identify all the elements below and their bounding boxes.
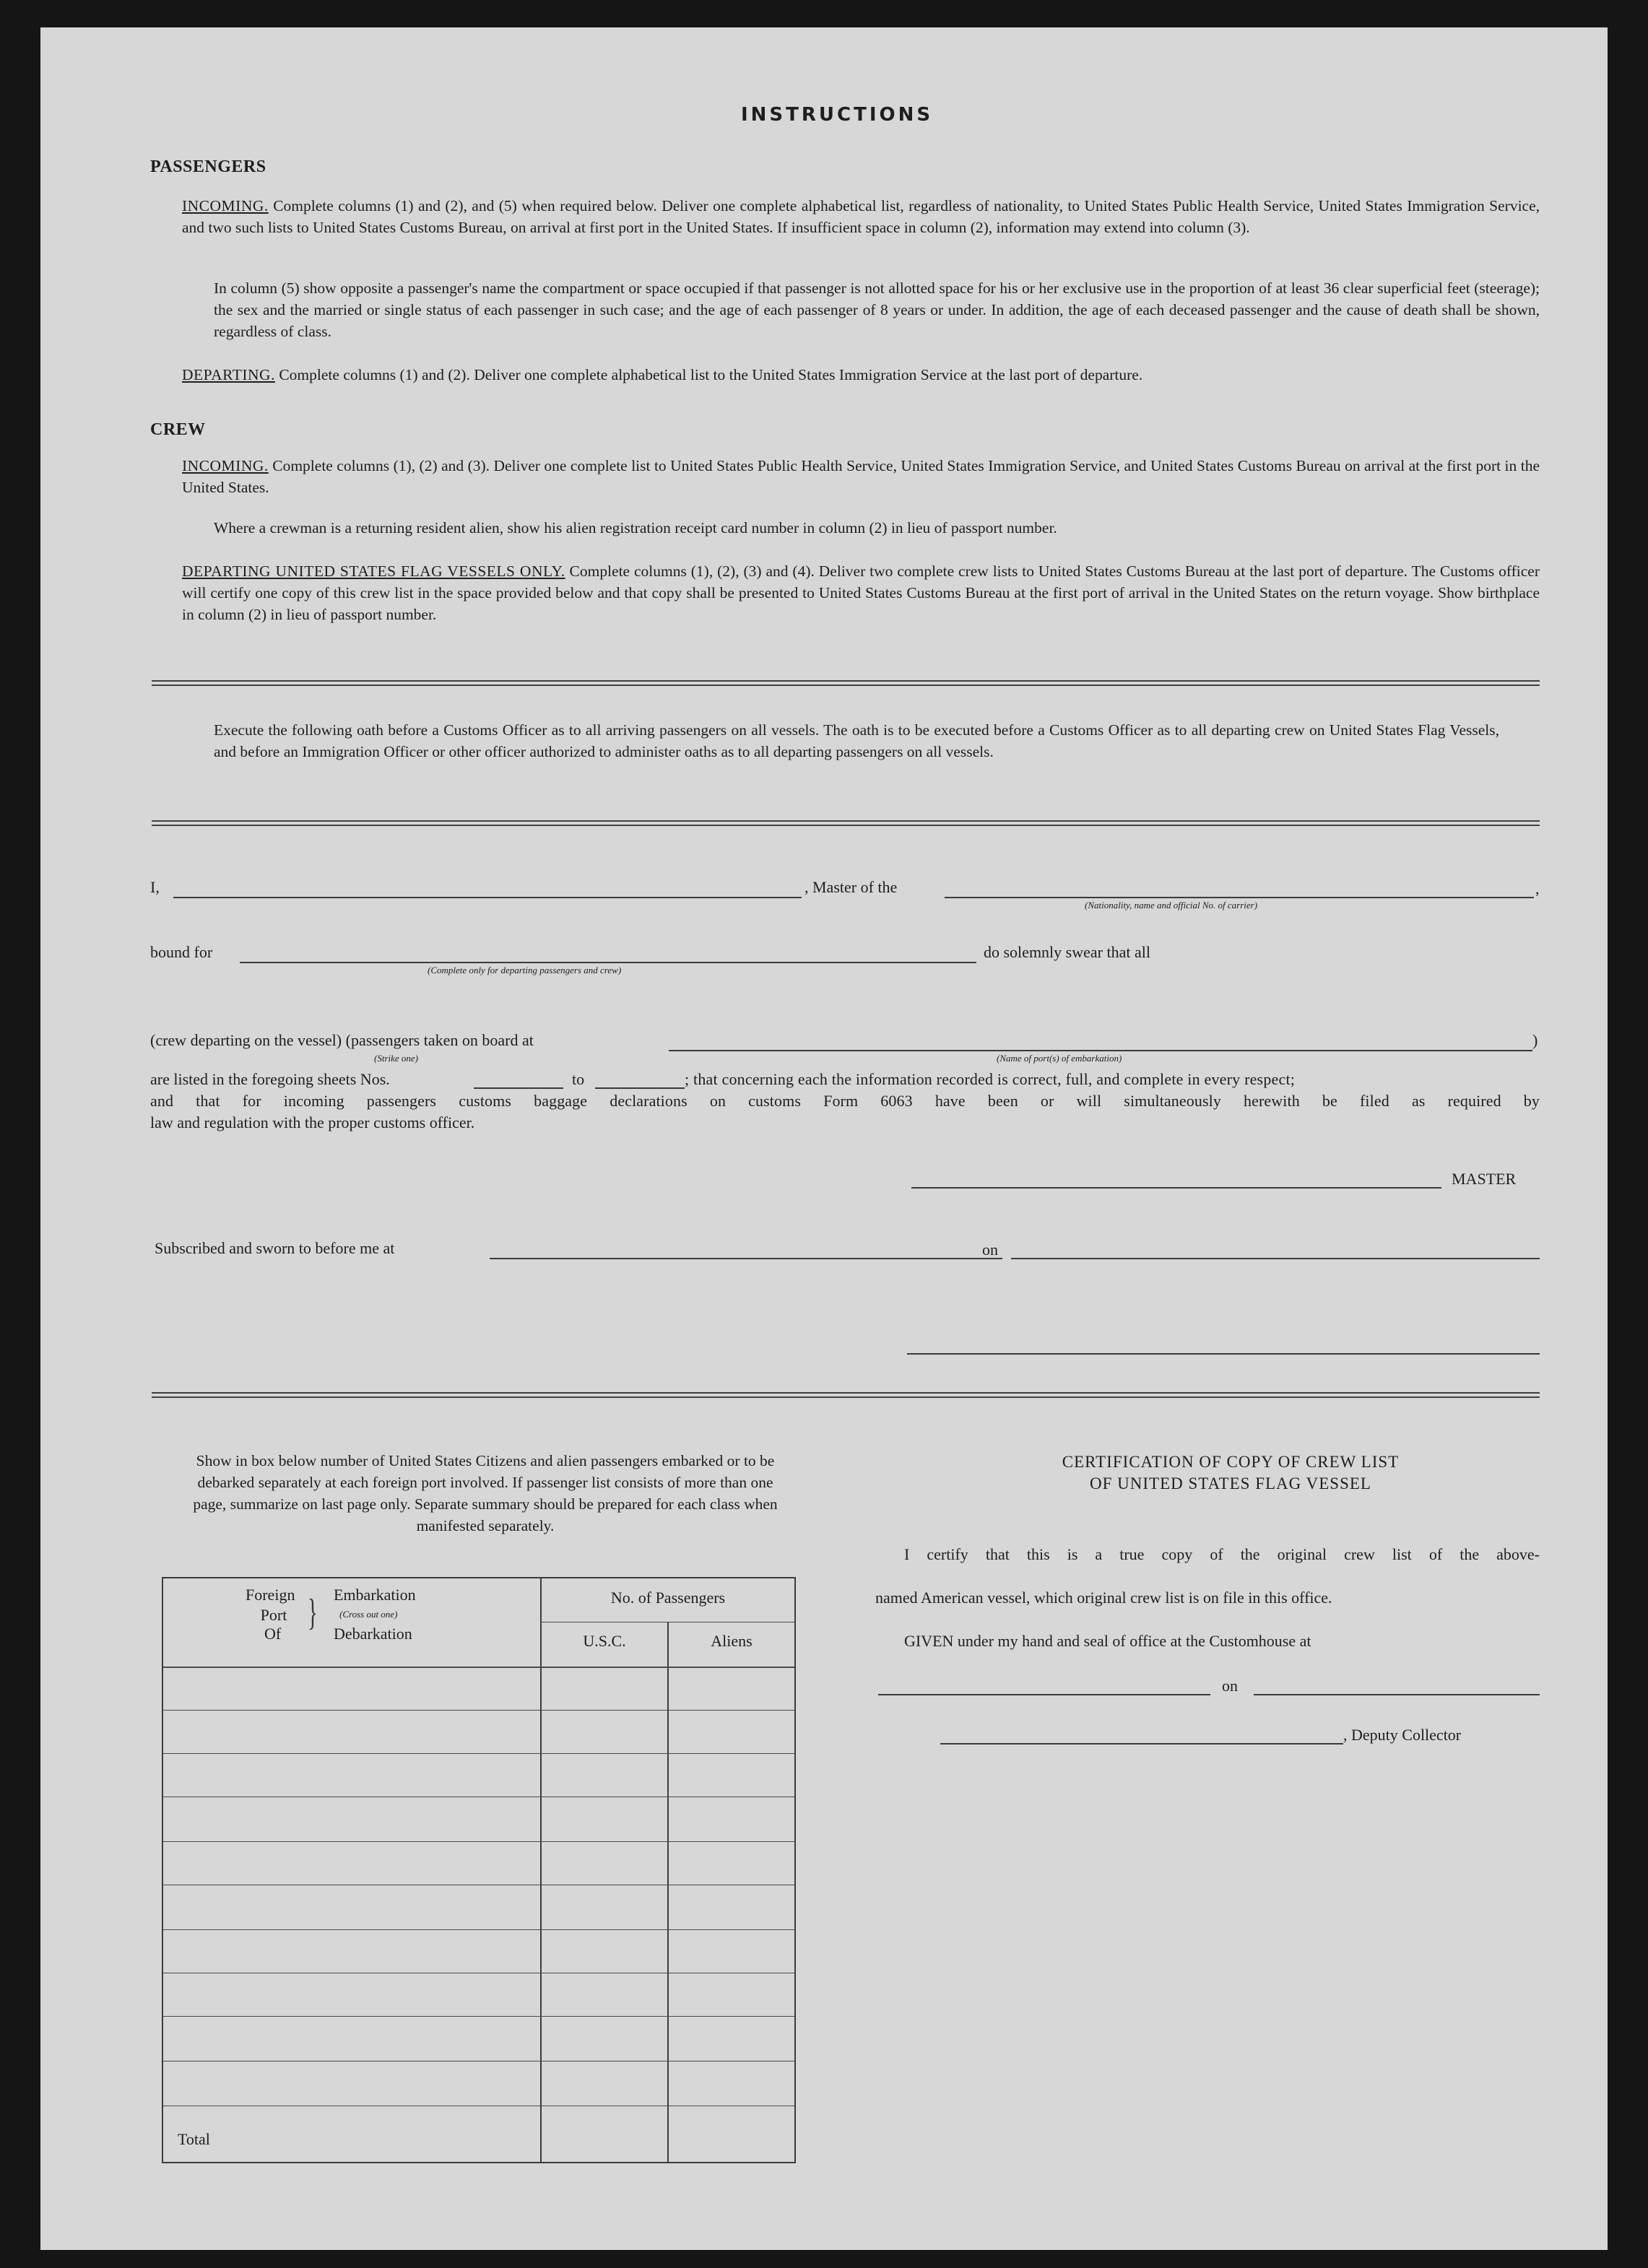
sworn-on-label: on bbox=[982, 1241, 998, 1259]
strike-one-hint: (Strike one) bbox=[374, 1053, 419, 1064]
crew-resident-paragraph: Where a crewman is a returning resident alien, show his alien registration receipt card number in column (2) in lieu of passport number. bbox=[214, 519, 1057, 536]
passengers-incoming-label: INCOMING. bbox=[182, 197, 269, 214]
passengers-column5-paragraph: In column (5) show opposite a passenger's name the compartment or space occupied if that passenger is not allotted space for his or her exclusive use in the proportion of at least 36 clear superficial feet (steerage); the sex and the married or single status of each passenger in such case; and the age of each passenger of 8 years or under. In addition, the age of each deceased passenger and the cause of death shall be shown, regardless of class. bbox=[214, 279, 1540, 340]
customhouse-line[interactable] bbox=[878, 1694, 1210, 1695]
sworn-date-line[interactable] bbox=[1011, 1258, 1540, 1259]
master-signature-line[interactable] bbox=[911, 1187, 1441, 1189]
passenger-summary-table bbox=[162, 1577, 796, 2163]
col-usc: U.S.C. bbox=[583, 1632, 626, 1650]
certification-line-2: named American vessel, which original crew list is on file in this office. bbox=[875, 1589, 1332, 1607]
crew-departing-label: DEPARTING UNITED STATES FLAG VESSELS ONLY. bbox=[182, 562, 565, 580]
certification-heading-2: OF UNITED STATES FLAG VESSEL bbox=[1090, 1474, 1371, 1493]
crew-incoming-paragraph bbox=[182, 455, 1540, 498]
embarkation-ports-line[interactable] bbox=[669, 1050, 1532, 1051]
certification-heading-1: CERTIFICATION OF COPY OF CREW LIST bbox=[1062, 1453, 1400, 1471]
master-of-label: , Master of the bbox=[805, 878, 898, 896]
sheet-to-line[interactable] bbox=[595, 1087, 685, 1089]
crew-heading: CREW bbox=[150, 420, 206, 439]
page-title: INSTRUCTIONS bbox=[741, 104, 934, 126]
crew-departing-text: Complete columns (1), (2), (3) and (4). Deliver two complete crew lists to United States Customs Bureau at the last port of departure. The Customs officer will certify one copy of this crew list in the space provided below and that copy shall be presented to United States Customs Bureau at the first port of arrival in the United States on the return voyage. Show birthplace in column (2) in lieu of passport number. bbox=[182, 562, 1540, 623]
col-cross-out: (Cross out one) bbox=[339, 1609, 398, 1620]
listed-a: are listed in the foregoing sheets Nos. bbox=[150, 1070, 390, 1088]
certification-date-line[interactable] bbox=[1254, 1694, 1540, 1695]
swear-label: do solemnly swear that all bbox=[984, 943, 1150, 961]
sheet-from-line[interactable] bbox=[474, 1087, 563, 1089]
passengers-departing-text: Complete columns (1) and (2). Deliver one complete alphabetical list to the United States Immigration Service at the last port of departure. bbox=[279, 366, 1143, 383]
subscribed-label: Subscribed and sworn to before me at bbox=[155, 1239, 395, 1257]
brace-icon: } bbox=[308, 1592, 318, 1633]
master-label: MASTER bbox=[1452, 1170, 1517, 1188]
bound-for-line[interactable] bbox=[240, 962, 976, 963]
section-divider bbox=[152, 680, 1540, 686]
oath-instruction: Execute the following oath before a Customs Officer as to all arriving passengers on all vessels. The oath is to be executed before a Customs Officer as to all departing crew on United States Flag Vessels, and before an Immigration Officer or other officer authorized to administer oaths as to all departing passengers on all vessels. bbox=[214, 721, 1499, 760]
section-divider bbox=[152, 1392, 1540, 1398]
crew-passengers-label: (crew departing on the vessel) (passengers taken on board at bbox=[150, 1031, 534, 1049]
bound-for-hint: (Complete only for departing passengers and crew) bbox=[428, 965, 622, 976]
crew-incoming-text: Complete columns (1), (2) and (3). Deliver one complete list to United States Public Health Service, United States Immigration Service, and United States Customs Bureau on arrival at the first port in the United States. bbox=[182, 457, 1540, 496]
certification-on-label: on bbox=[1222, 1677, 1238, 1695]
listed-c: and that for incoming passengers customs baggage declarations on customs Form 6063 have been or will simultaneously herewith be filed as required by bbox=[150, 1092, 1540, 1110]
certification-line-1: I certify that this is a true copy of the original crew list of the above- bbox=[904, 1545, 1540, 1563]
listed-to: to bbox=[572, 1070, 585, 1088]
section-divider bbox=[152, 820, 1540, 826]
listed-d: law and regulation with the proper customs officer. bbox=[150, 1113, 475, 1131]
col-foreign: Foreign bbox=[246, 1586, 295, 1604]
nationality-hint: (Nationality, name and official No. of carrier) bbox=[1085, 900, 1258, 911]
crew-incoming-label: INCOMING. bbox=[182, 457, 269, 474]
document-page bbox=[40, 27, 1608, 2250]
officer-signature-line[interactable] bbox=[907, 1353, 1540, 1355]
master-name-line[interactable] bbox=[173, 897, 802, 898]
comma: , bbox=[1535, 879, 1540, 898]
sworn-place-line[interactable] bbox=[490, 1258, 1002, 1259]
passengers-departing-label: DEPARTING. bbox=[182, 366, 275, 383]
passengers-departing-paragraph bbox=[182, 364, 1540, 386]
ports-hint: (Name of port(s) of embarkation) bbox=[997, 1053, 1122, 1064]
passengers-heading: PASSENGERS bbox=[150, 157, 266, 176]
bound-for-label: bound for bbox=[150, 943, 213, 961]
col-no-passengers: No. of Passengers bbox=[610, 1589, 726, 1607]
total-label: Total bbox=[178, 2130, 210, 2148]
certification-line-3: GIVEN under my hand and seal of office at the Customhouse at bbox=[904, 1632, 1311, 1650]
summary-instruction: Show in box below number of United States Citizens and alien passengers embarked or to be debarked separately at each foreign port involved. If passenger list consists of more than one page, summarize on last page only. Separate summary should be prepared for each class when manifested separately. bbox=[193, 1452, 778, 1534]
passengers-incoming-text: Complete columns (1) and (2), and (5) when required below. Deliver one complete alphabetical list, regardless of nationality, to United States Public Health Service, United States Immigration Service, and two such lists to United States Customs Bureau, on arrival at first port in the United States. If insufficient space in column (2), information may extend into column (3). bbox=[182, 197, 1540, 236]
close-paren: ) bbox=[1532, 1031, 1538, 1049]
col-debarkation: Debarkation bbox=[334, 1625, 412, 1643]
col-of: Of bbox=[264, 1625, 282, 1643]
listed-b: ; that concerning each the information recorded is correct, full, and complete in every respect; bbox=[685, 1070, 1296, 1088]
deputy-signature-line[interactable] bbox=[940, 1743, 1343, 1745]
col-port: Port bbox=[260, 1606, 287, 1624]
deputy-collector-label: , Deputy Collector bbox=[1343, 1726, 1462, 1744]
oath-i-label: I, bbox=[150, 878, 160, 896]
carrier-line[interactable] bbox=[945, 897, 1534, 898]
col-embarkation: Embarkation bbox=[334, 1586, 416, 1604]
crew-departing-paragraph bbox=[182, 560, 1540, 625]
col-aliens: Aliens bbox=[711, 1632, 753, 1650]
passengers-incoming-paragraph bbox=[182, 195, 1540, 238]
